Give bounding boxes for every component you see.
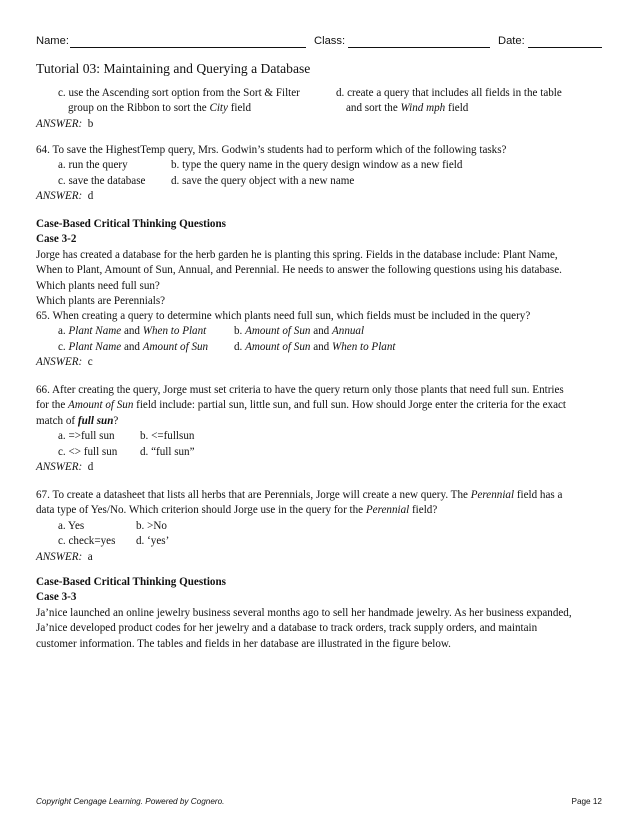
option-d: d. “full sun”: [140, 445, 195, 458]
option-b: b. type the query name in the query design window as a new field: [171, 159, 463, 172]
case-text: Which plants are Perennials?: [36, 294, 166, 307]
answer-row: [36, 460, 596, 475]
option-b: b. >No: [136, 519, 167, 532]
class-label: Class:: [314, 35, 346, 47]
option-a: a. run the query: [58, 159, 128, 172]
case-text: Ja’nice developed product codes for her jewelry and a database to track orders, track supply orders, and maintain: [36, 622, 538, 635]
answer-row: [36, 355, 596, 370]
case-text: Ja’nice launched an online jewelry business several months ago to sell her handmade jewelry. As her business expanded,: [36, 606, 572, 619]
option-c: c. save the database: [58, 174, 146, 187]
page-title: Tutorial 03: Maintaining and Querying a Database: [36, 61, 311, 76]
options-row: [36, 101, 596, 116]
question-66: [36, 383, 596, 475]
answer-value: d: [87, 460, 94, 473]
case-heading: Case-Based Critical Thinking Questions: [36, 218, 226, 230]
question-stem: for the Amount of Sun field include: partial sun, little sun, and full sun. How should Jorge enter the criteria for the exact: [36, 399, 567, 412]
question-stem: 65. When creating a query to determine which plants need full sun, which fields must be included in the query?: [36, 310, 531, 322]
question-stem: 67. To create a datasheet that lists all herbs that are Perennials, Jorge will create a new query. The Perennial field has a: [36, 489, 563, 501]
option-d-line-1: d. create a query that includes all fields in the table: [336, 87, 562, 99]
case-heading: Case-Based Critical Thinking Questions: [36, 576, 226, 588]
options-row: [36, 534, 596, 549]
case-number: Case 3-2: [36, 233, 77, 246]
option-b: b. Amount of Sun and Annual: [234, 325, 365, 338]
answer-value: c: [87, 356, 93, 369]
answer-label: ANSWER:: [36, 356, 83, 369]
option-a: a. Plant Name and When to Plant: [58, 325, 207, 338]
options-row: [36, 174, 596, 189]
answer-value: b: [87, 117, 94, 130]
page-number: Page 12: [571, 797, 602, 806]
option-d: d. save the query object with a new name: [171, 174, 355, 187]
option-c: c. <> full sun: [58, 445, 118, 458]
header-fields: [36, 35, 602, 51]
options-row: [36, 324, 596, 339]
option-d: d. Amount of Sun and When to Plant: [234, 340, 396, 353]
case-text: Jorge has created a database for the herb garden he is planting this spring. Fields in the database include: Plant Name,: [36, 248, 558, 261]
options-row: [36, 519, 596, 534]
case-text: customer information. The tables and fields in her database are illustrated in the figure below.: [36, 637, 451, 650]
answer-value: d: [87, 190, 94, 203]
case-text: Which plants need full sun?: [36, 279, 160, 292]
answer-label: ANSWER:: [36, 117, 83, 130]
option-b: b. <=fullsun: [140, 430, 195, 443]
option-a: a. Yes: [58, 519, 85, 532]
question-stem: data type of Yes/No. Which criterion should Jorge use in the query for the Perennial field?: [36, 504, 438, 517]
option-c: c. check=yes: [58, 535, 116, 548]
question-65: [36, 309, 596, 371]
options-row: [36, 340, 596, 355]
class-line: [348, 47, 490, 48]
case-number: Case 3-3: [36, 591, 77, 604]
copyright-text: Copyright Cengage Learning. Powered by Cognero.: [36, 797, 225, 806]
question-63-options: [36, 86, 596, 132]
options-row: [36, 158, 596, 173]
answer-label: ANSWER:: [36, 460, 83, 473]
name-line: [70, 47, 306, 48]
answer-value: a: [87, 550, 93, 563]
option-c: c. Plant Name and Amount of Sun: [58, 340, 209, 353]
answer-label: ANSWER:: [36, 550, 83, 563]
case-text: When to Plant, Amount of Sun, Annual, and Perennial. He needs to answer the following questions using his database.: [36, 264, 562, 277]
question-64: [36, 143, 596, 205]
question-stem: match of full sun?: [36, 414, 119, 427]
answer-row: [36, 550, 596, 565]
option-d: d. ‘yes’: [136, 535, 170, 548]
options-row: [36, 429, 596, 444]
name-label: Name:: [36, 35, 69, 47]
date-label: Date:: [498, 35, 525, 47]
case-3-3: [36, 575, 596, 652]
question-stem: 66. After creating the query, Jorge must set criteria to have the query return only those plants that need full sun. Entries: [36, 384, 564, 396]
case-3-2: [36, 217, 596, 309]
answer-row: [36, 189, 596, 204]
date-line: [528, 47, 602, 48]
question-67: [36, 488, 596, 565]
answer-row: [36, 117, 596, 132]
options-row: [36, 86, 596, 101]
question-stem: 64. To save the HighestTemp query, Mrs. Godwin’s students had to perform which of the following tasks?: [36, 144, 507, 156]
options-row: [36, 445, 596, 460]
option-d-line-2: and sort the Wind mph field: [346, 102, 469, 115]
option-c-line-1: c. use the Ascending sort option from the Sort & Filter: [58, 87, 300, 99]
option-c-line-2: group on the Ribbon to sort the City field: [68, 102, 252, 115]
option-a: a. =>full sun: [58, 430, 115, 443]
answer-label: ANSWER:: [36, 190, 83, 203]
